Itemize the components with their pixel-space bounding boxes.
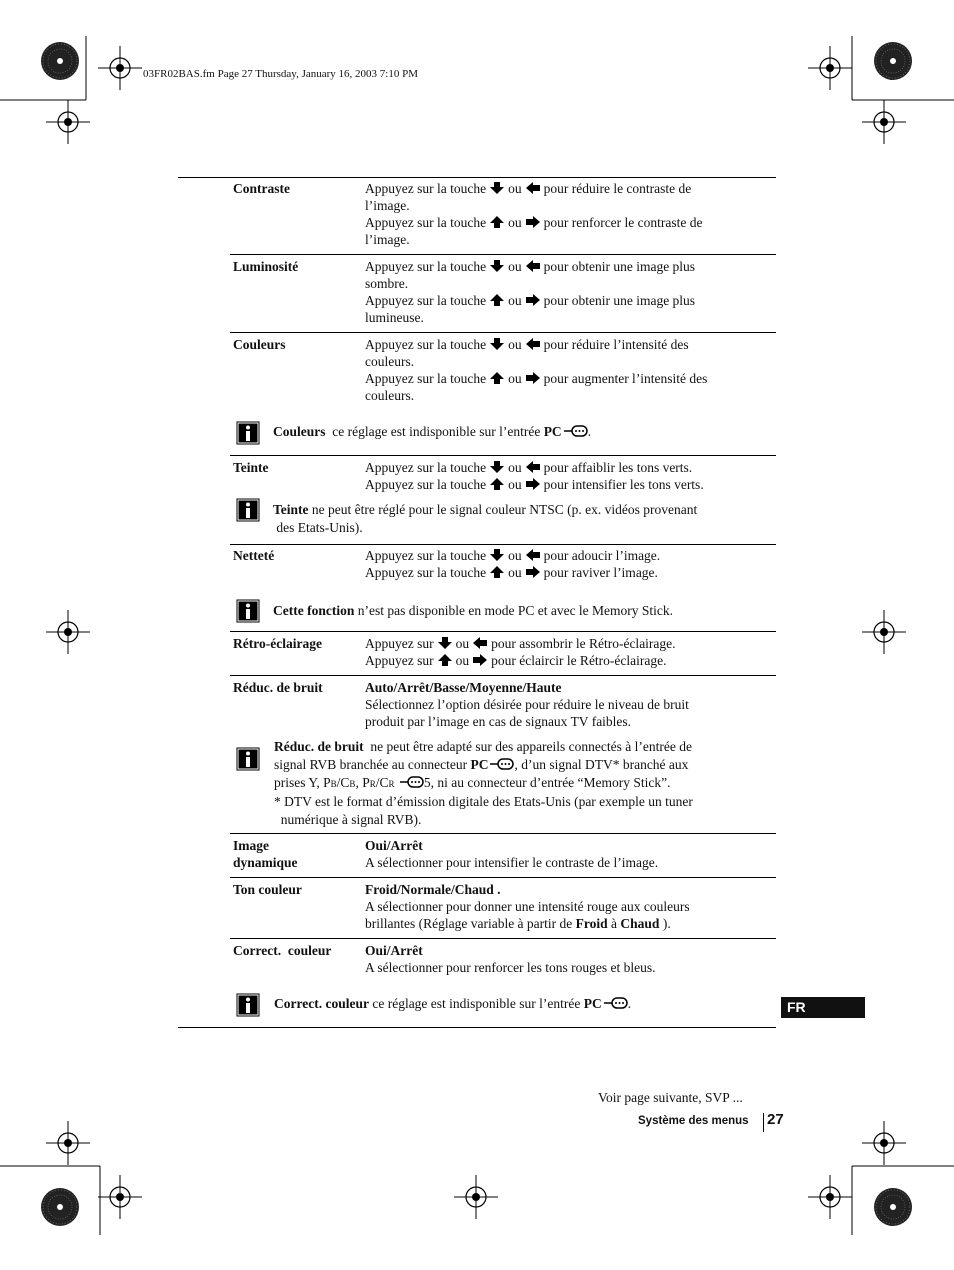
text-bold: Froid	[575, 916, 608, 931]
text-line: A sélectionner pour renforcer les tons rouges et bleus.	[365, 960, 656, 975]
info-icon	[236, 599, 260, 623]
desc-teinte	[365, 459, 775, 493]
note-couleurs	[273, 423, 775, 441]
label-image-dynamique	[233, 837, 298, 871]
note-text: prises Y, P	[274, 775, 331, 790]
text-line: lumineuse.	[365, 310, 424, 325]
arrow-up-icon	[490, 294, 504, 306]
language-tab: FR	[781, 997, 865, 1018]
desc-couleurs	[365, 336, 775, 404]
arrow-down-icon	[490, 549, 504, 561]
arrow-up-icon	[490, 478, 504, 490]
file-header: 03FR02BAS.fm Page 27 Thursday, January 16, 2003 7:10 PM	[143, 68, 418, 80]
subscript: R	[388, 779, 395, 789]
text-line: sombre.	[365, 276, 409, 291]
text-line: Appuyez sur la touche	[365, 293, 487, 308]
arrow-right-icon	[526, 216, 540, 228]
text-or: ou	[508, 293, 522, 308]
label-retro-eclairage: Rétro-éclairage	[233, 636, 322, 651]
label-reduc-bruit: Réduc. de bruit	[233, 680, 323, 695]
text-or: ou	[508, 565, 522, 580]
text-line: Appuyez sur	[365, 653, 434, 668]
arrow-left-icon	[526, 549, 540, 561]
table-top-rule	[178, 177, 776, 178]
row-rule	[230, 938, 776, 939]
table-bottom-rule	[178, 1027, 776, 1028]
page-number: 27	[767, 1111, 784, 1128]
label-line: Image	[233, 838, 269, 853]
text-line: Appuyez sur la touche	[365, 565, 487, 580]
label-ton-couleur: Ton couleur	[233, 882, 302, 897]
text-line: couleurs.	[365, 354, 415, 369]
arrow-up-icon	[490, 216, 504, 228]
text-line: Appuyez sur la touche	[365, 371, 487, 386]
info-icon	[236, 421, 260, 445]
text-line: Appuyez sur la touche	[365, 337, 487, 352]
desc-nettete	[365, 547, 775, 581]
note-text: ce réglage est indisponible sur l’entrée	[332, 424, 541, 439]
row-rule	[230, 544, 776, 545]
text-line: Appuyez sur	[365, 636, 434, 651]
text-line: Appuyez sur la touche	[365, 259, 487, 274]
text-line: pour augmenter l’intensité des	[543, 371, 708, 386]
label-correct-couleur: Correct. couleur	[233, 943, 332, 958]
subscript: B	[349, 779, 356, 789]
subscript: R	[369, 779, 376, 789]
info-icon	[236, 498, 260, 522]
text-line: pour réduire l’intensité des	[543, 337, 689, 352]
label-luminosite: Luminosité	[233, 259, 299, 274]
text-or: ou	[455, 653, 470, 668]
label-teinte: Teinte	[233, 460, 269, 475]
text-line: A sélectionner pour donner une intensité rouge aux couleurs	[365, 899, 690, 914]
arrow-right-icon	[526, 372, 540, 384]
arrow-down-icon	[490, 338, 504, 350]
note-text: * DTV est le format d’émission digitale des Etats-Unis (par exemple un tuner	[274, 794, 693, 809]
note-text: 5, ni au connecteur d’entrée “Memory Stick”.	[423, 775, 671, 790]
note-bold: Couleurs	[273, 424, 326, 439]
row-rule	[230, 254, 776, 255]
options: Froid/Normale/Chaud .	[365, 882, 501, 897]
text-line: pour affaiblir les tons verts.	[543, 460, 693, 475]
arrow-left-icon	[526, 338, 540, 350]
desc-luminosite	[365, 258, 775, 326]
arrow-down-icon	[490, 260, 504, 272]
desc-ton-couleur	[365, 881, 775, 932]
info-icon	[236, 747, 260, 771]
text-or: ou	[508, 477, 522, 492]
note-text: des Etats-Unis).	[276, 520, 363, 535]
note-text: ce réglage est indisponible sur l’entrée	[372, 996, 581, 1011]
text-line: Appuyez sur la touche	[365, 548, 487, 563]
options: Oui/Arrêt	[365, 943, 423, 958]
pc-label: PC	[543, 424, 562, 439]
arrow-down-icon	[490, 461, 504, 473]
note-correct-couleur	[274, 995, 776, 1013]
text-line: pour obtenir une image plus	[543, 259, 696, 274]
row-rule	[230, 675, 776, 676]
note-bold: Correct. couleur	[274, 996, 369, 1011]
arrow-left-icon	[473, 637, 487, 649]
desc-contraste	[365, 180, 775, 248]
text-line: Appuyez sur la touche	[365, 460, 487, 475]
text-line: Sélectionnez l’option désirée pour réduire le niveau de bruit	[365, 697, 689, 712]
text-line: pour adoucir l’image.	[543, 548, 661, 563]
footer-divider	[763, 1113, 764, 1132]
pc-label: PC	[583, 996, 602, 1011]
text-line: pour assombrir le Rétro-éclairage.	[491, 636, 676, 651]
note-text: numérique à signal RVB).	[280, 812, 422, 827]
text-line: brillantes (Réglage variable à partir de	[365, 916, 573, 931]
note-reduc-bruit	[274, 738, 776, 829]
text-line: Appuyez sur la touche	[365, 215, 487, 230]
note-text: ne peut être adapté sur des appareils connectés à l’entrée de	[370, 739, 692, 754]
note-text: n’est pas disponible en mode PC et avec le Memory Stick.	[357, 603, 674, 618]
arrow-left-icon	[526, 182, 540, 194]
label-couleurs: Couleurs	[233, 337, 286, 352]
note-text: signal RVB branchée au connecteur	[274, 757, 468, 772]
text-line: pour réduire le contraste de	[543, 181, 692, 196]
desc-reduc-bruit	[365, 679, 775, 730]
row-rule	[230, 877, 776, 878]
arrow-up-icon	[438, 654, 452, 666]
note-cette-fonction	[273, 602, 775, 620]
note-bold: Réduc. de bruit	[274, 739, 364, 754]
row-rule	[230, 833, 776, 834]
label-line: dynamique	[233, 855, 298, 870]
text-line: pour obtenir une image plus	[543, 293, 696, 308]
pc-connector-icon	[564, 425, 588, 437]
arrow-down-icon	[438, 637, 452, 649]
arrow-right-icon	[473, 654, 487, 666]
text-or: ou	[508, 181, 522, 196]
arrow-up-icon	[490, 566, 504, 578]
options: Auto/Arrêt/Basse/Moyenne/Haute	[365, 680, 562, 695]
text-line: pour éclaircir le Rétro-éclairage.	[491, 653, 667, 668]
text-line: Appuyez sur la touche	[365, 181, 487, 196]
note-end: .	[627, 996, 632, 1011]
row-rule	[230, 455, 776, 456]
text-or: ou	[508, 460, 522, 475]
info-icon	[236, 993, 260, 1017]
note-text: , P	[355, 775, 370, 790]
arrow-down-icon	[490, 182, 504, 194]
connector-icon	[400, 776, 424, 788]
subscript: B	[330, 779, 337, 789]
text-line: pour intensifier les tons verts.	[543, 477, 704, 492]
arrow-up-icon	[490, 372, 504, 384]
text-line: Appuyez sur la touche	[365, 477, 487, 492]
note-text: /C	[336, 775, 350, 790]
text-line: pour raviver l’image.	[543, 565, 658, 580]
note-end: .	[587, 424, 592, 439]
text-line: produit par l’image en cas de signaux TV faibles.	[365, 714, 632, 729]
text-or: ou	[508, 337, 522, 352]
note-bold: Teinte	[273, 502, 309, 517]
text-bold: Chaud	[620, 916, 660, 931]
row-rule	[230, 631, 776, 632]
text-line: l’image.	[365, 232, 410, 247]
text-line: pour renforcer le contraste de	[543, 215, 703, 230]
text-line: à	[611, 916, 618, 931]
text-line: ).	[662, 916, 671, 931]
options: Oui/Arrêt	[365, 838, 423, 853]
pc-connector-icon	[490, 758, 514, 770]
note-bold: Cette fonction	[273, 603, 355, 618]
pc-label: PC	[470, 757, 489, 772]
text-or: ou	[508, 548, 522, 563]
text-or: ou	[508, 259, 522, 274]
note-text: , d’un signal DTV* branché aux	[514, 757, 689, 772]
label-contraste: Contraste	[233, 181, 290, 196]
desc-retro-eclairage	[365, 635, 775, 669]
arrow-right-icon	[526, 294, 540, 306]
text-or: ou	[455, 636, 470, 651]
text-line: l’image.	[365, 198, 410, 213]
note-text: ne peut être réglé pour le signal couleur NTSC (p. ex. vidéos provenant	[311, 502, 698, 517]
text-or: ou	[508, 215, 522, 230]
pc-connector-icon	[604, 997, 628, 1009]
arrow-right-icon	[526, 478, 540, 490]
note-teinte	[273, 501, 775, 537]
arrow-left-icon	[526, 461, 540, 473]
note-text: /C	[375, 775, 389, 790]
desc-correct-couleur	[365, 942, 775, 976]
label-nettete: Netteté	[233, 548, 275, 563]
row-rule	[230, 332, 776, 333]
section-title: Système des menus	[638, 1115, 749, 1127]
next-page-note: Voir page suivante, SVP ...	[598, 1090, 743, 1105]
text-line: A sélectionner pour intensifier le contraste de l’image.	[365, 855, 659, 870]
desc-image-dynamique	[365, 837, 775, 871]
text-line: couleurs.	[365, 388, 415, 403]
arrow-right-icon	[526, 566, 540, 578]
text-or: ou	[508, 371, 522, 386]
arrow-left-icon	[526, 260, 540, 272]
